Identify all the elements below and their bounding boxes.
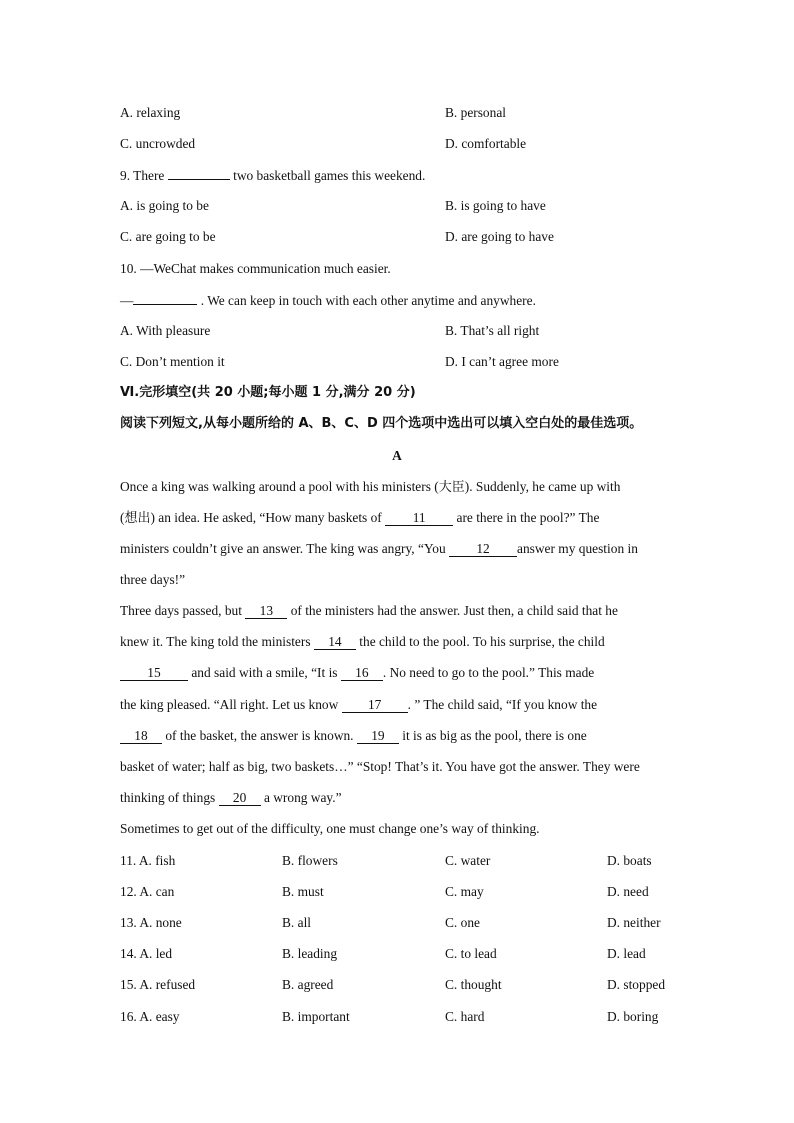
- passage-cjk: 大臣: [438, 480, 465, 495]
- q8-option-d: D. comfortable: [445, 136, 527, 151]
- q10-option-b: B. That’s all right: [445, 323, 540, 338]
- blank-19[interactable]: 19: [357, 728, 399, 744]
- option-16-a[interactable]: 16. A. easy: [120, 1009, 180, 1024]
- passage-line-12: Sometimes to get out of the difficulty, one must change one’s way of thinking.: [120, 821, 540, 836]
- q9-option-d: D. are going to have: [445, 229, 554, 244]
- q10-line2: [120, 291, 536, 310]
- q9-suffix: two basketball games this weekend.: [233, 168, 426, 183]
- options-row-13: [120, 914, 680, 932]
- q10-option-d: D. I can’t agree more: [445, 354, 559, 369]
- passage-text: Three days passed, but: [120, 603, 242, 618]
- blank-12[interactable]: 12: [449, 541, 517, 557]
- options-row-12: [120, 883, 680, 901]
- passage-label: A: [392, 448, 402, 463]
- options-row-11: [120, 852, 680, 870]
- q10-line2-text: . We can keep in touch with each other anytime and anywhere.: [200, 293, 536, 308]
- passage-text: answer my question in: [517, 541, 638, 556]
- q9-option-b: B. is going to have: [445, 198, 546, 213]
- passage-text: ). Suddenly, he came up with: [464, 479, 621, 494]
- blank-13[interactable]: 13: [245, 603, 287, 619]
- passage-text: ) an idea. He asked, “How many baskets of: [150, 510, 382, 525]
- options-row-16: [120, 1008, 680, 1026]
- options-row-14: [120, 945, 680, 963]
- option-13-c[interactable]: C. one: [445, 915, 480, 930]
- passage-line-3: [120, 540, 638, 558]
- passage-text: are there in the pool?” The: [456, 510, 600, 525]
- option-12-b[interactable]: B. must: [282, 884, 324, 899]
- options-row-15: [120, 976, 680, 994]
- passage-line-9: [120, 727, 587, 745]
- passage-line-8: [120, 696, 597, 714]
- section-heading: Ⅵ.完形填空(共 20 小题;每小题 1 分,满分 20 分): [120, 385, 416, 400]
- option-12-d[interactable]: D. need: [607, 884, 649, 899]
- option-11-b[interactable]: B. flowers: [282, 853, 338, 868]
- option-14-b[interactable]: B. leading: [282, 946, 338, 961]
- option-14-c[interactable]: C. to lead: [445, 946, 497, 961]
- passage-text: . No need to go to the pool.” This made: [382, 665, 595, 680]
- option-16-d[interactable]: D. boring: [607, 1009, 659, 1024]
- q10-line1: 10. —WeChat makes communication much easier.: [120, 261, 391, 276]
- option-11-d[interactable]: D. boats: [607, 853, 652, 868]
- q8-option-c: C. uncrowded: [120, 136, 196, 151]
- option-16-b[interactable]: B. important: [282, 1009, 350, 1024]
- option-15-a[interactable]: 15. A. refused: [120, 977, 196, 992]
- blank-11[interactable]: 11: [385, 510, 453, 526]
- option-12-c[interactable]: C. may: [445, 884, 484, 899]
- blank-18[interactable]: 18: [120, 728, 162, 744]
- passage-text: thinking of things: [120, 790, 216, 805]
- option-15-d[interactable]: D. stopped: [607, 977, 666, 992]
- q8-option-b: B. personal: [445, 105, 506, 120]
- passage-line-1: [120, 478, 620, 497]
- option-11-a[interactable]: 11. A. fish: [120, 853, 176, 868]
- q10-option-a: A. With pleasure: [120, 323, 211, 338]
- option-13-d[interactable]: D. neither: [607, 915, 661, 930]
- passage-line-7: [120, 664, 594, 682]
- q10-blank[interactable]: [133, 291, 197, 305]
- passage-text: ministers couldn’t give an answer. The king was angry, “You: [120, 541, 446, 556]
- q10-option-c: C. Don’t mention it: [120, 354, 225, 369]
- option-16-c[interactable]: C. hard: [445, 1009, 485, 1024]
- passage-line-5: [120, 602, 618, 620]
- blank-20[interactable]: 20: [219, 790, 261, 806]
- blank-17[interactable]: 17: [342, 697, 408, 713]
- q8-option-a: A. relaxing: [120, 105, 181, 120]
- q9-option-a: A. is going to be: [120, 198, 209, 213]
- passage-text: a wrong way.”: [263, 790, 342, 805]
- q9-option-c: C. are going to be: [120, 229, 216, 244]
- q9-blank[interactable]: [168, 166, 230, 180]
- passage-text: the child to the pool. To his surprise, the child: [359, 634, 605, 649]
- passage-line-4: three days!”: [120, 572, 186, 587]
- passage-text: of the ministers had the answer. Just then, a child said that he: [290, 603, 618, 618]
- option-15-b[interactable]: B. agreed: [282, 977, 334, 992]
- option-13-a[interactable]: 13. A. none: [120, 915, 182, 930]
- q9-prefix: 9. There: [120, 168, 165, 183]
- passage-text: . ” The child said, “If you know the: [407, 697, 598, 712]
- option-11-c[interactable]: C. water: [445, 853, 491, 868]
- blank-15[interactable]: 15: [120, 665, 188, 681]
- passage-text: and said with a smile, “It is: [191, 665, 338, 680]
- passage-text: it is as big as the pool, there is one: [402, 728, 587, 743]
- section-instruction: 阅读下列短文,从每小题所给的 A、B、C、D 四个选项中选出可以填入空白处的最佳选项。: [120, 416, 643, 431]
- option-14-d[interactable]: D. lead: [607, 946, 646, 961]
- option-12-a[interactable]: 12. A. can: [120, 884, 175, 899]
- passage-text: Once a king was walking around a pool with his ministers (: [120, 479, 439, 494]
- passage-cjk: 想出: [124, 511, 151, 526]
- blank-14[interactable]: 14: [314, 634, 356, 650]
- blank-16[interactable]: 16: [341, 665, 383, 681]
- passage-line-2: (想出) an idea. He asked, “How many baskets of 11 are there in the pool?” The: [120, 510, 600, 526]
- passage-text: of the basket, the answer is known.: [165, 728, 354, 743]
- passage-line-6: [120, 633, 605, 651]
- passage-text: knew it. The king told the ministers: [120, 634, 311, 649]
- option-15-c[interactable]: C. thought: [445, 977, 502, 992]
- option-13-b[interactable]: B. all: [282, 915, 312, 930]
- q9-stem: [120, 166, 425, 185]
- q10-dash: —: [120, 293, 134, 308]
- passage-line-11: [120, 789, 342, 807]
- passage-line-10: basket of water; half as big, two baskets…” “Stop! That’s it. You have got the answer. They were: [120, 759, 640, 774]
- passage-text: the king pleased. “All right. Let us know: [120, 697, 339, 712]
- option-14-a[interactable]: 14. A. led: [120, 946, 173, 961]
